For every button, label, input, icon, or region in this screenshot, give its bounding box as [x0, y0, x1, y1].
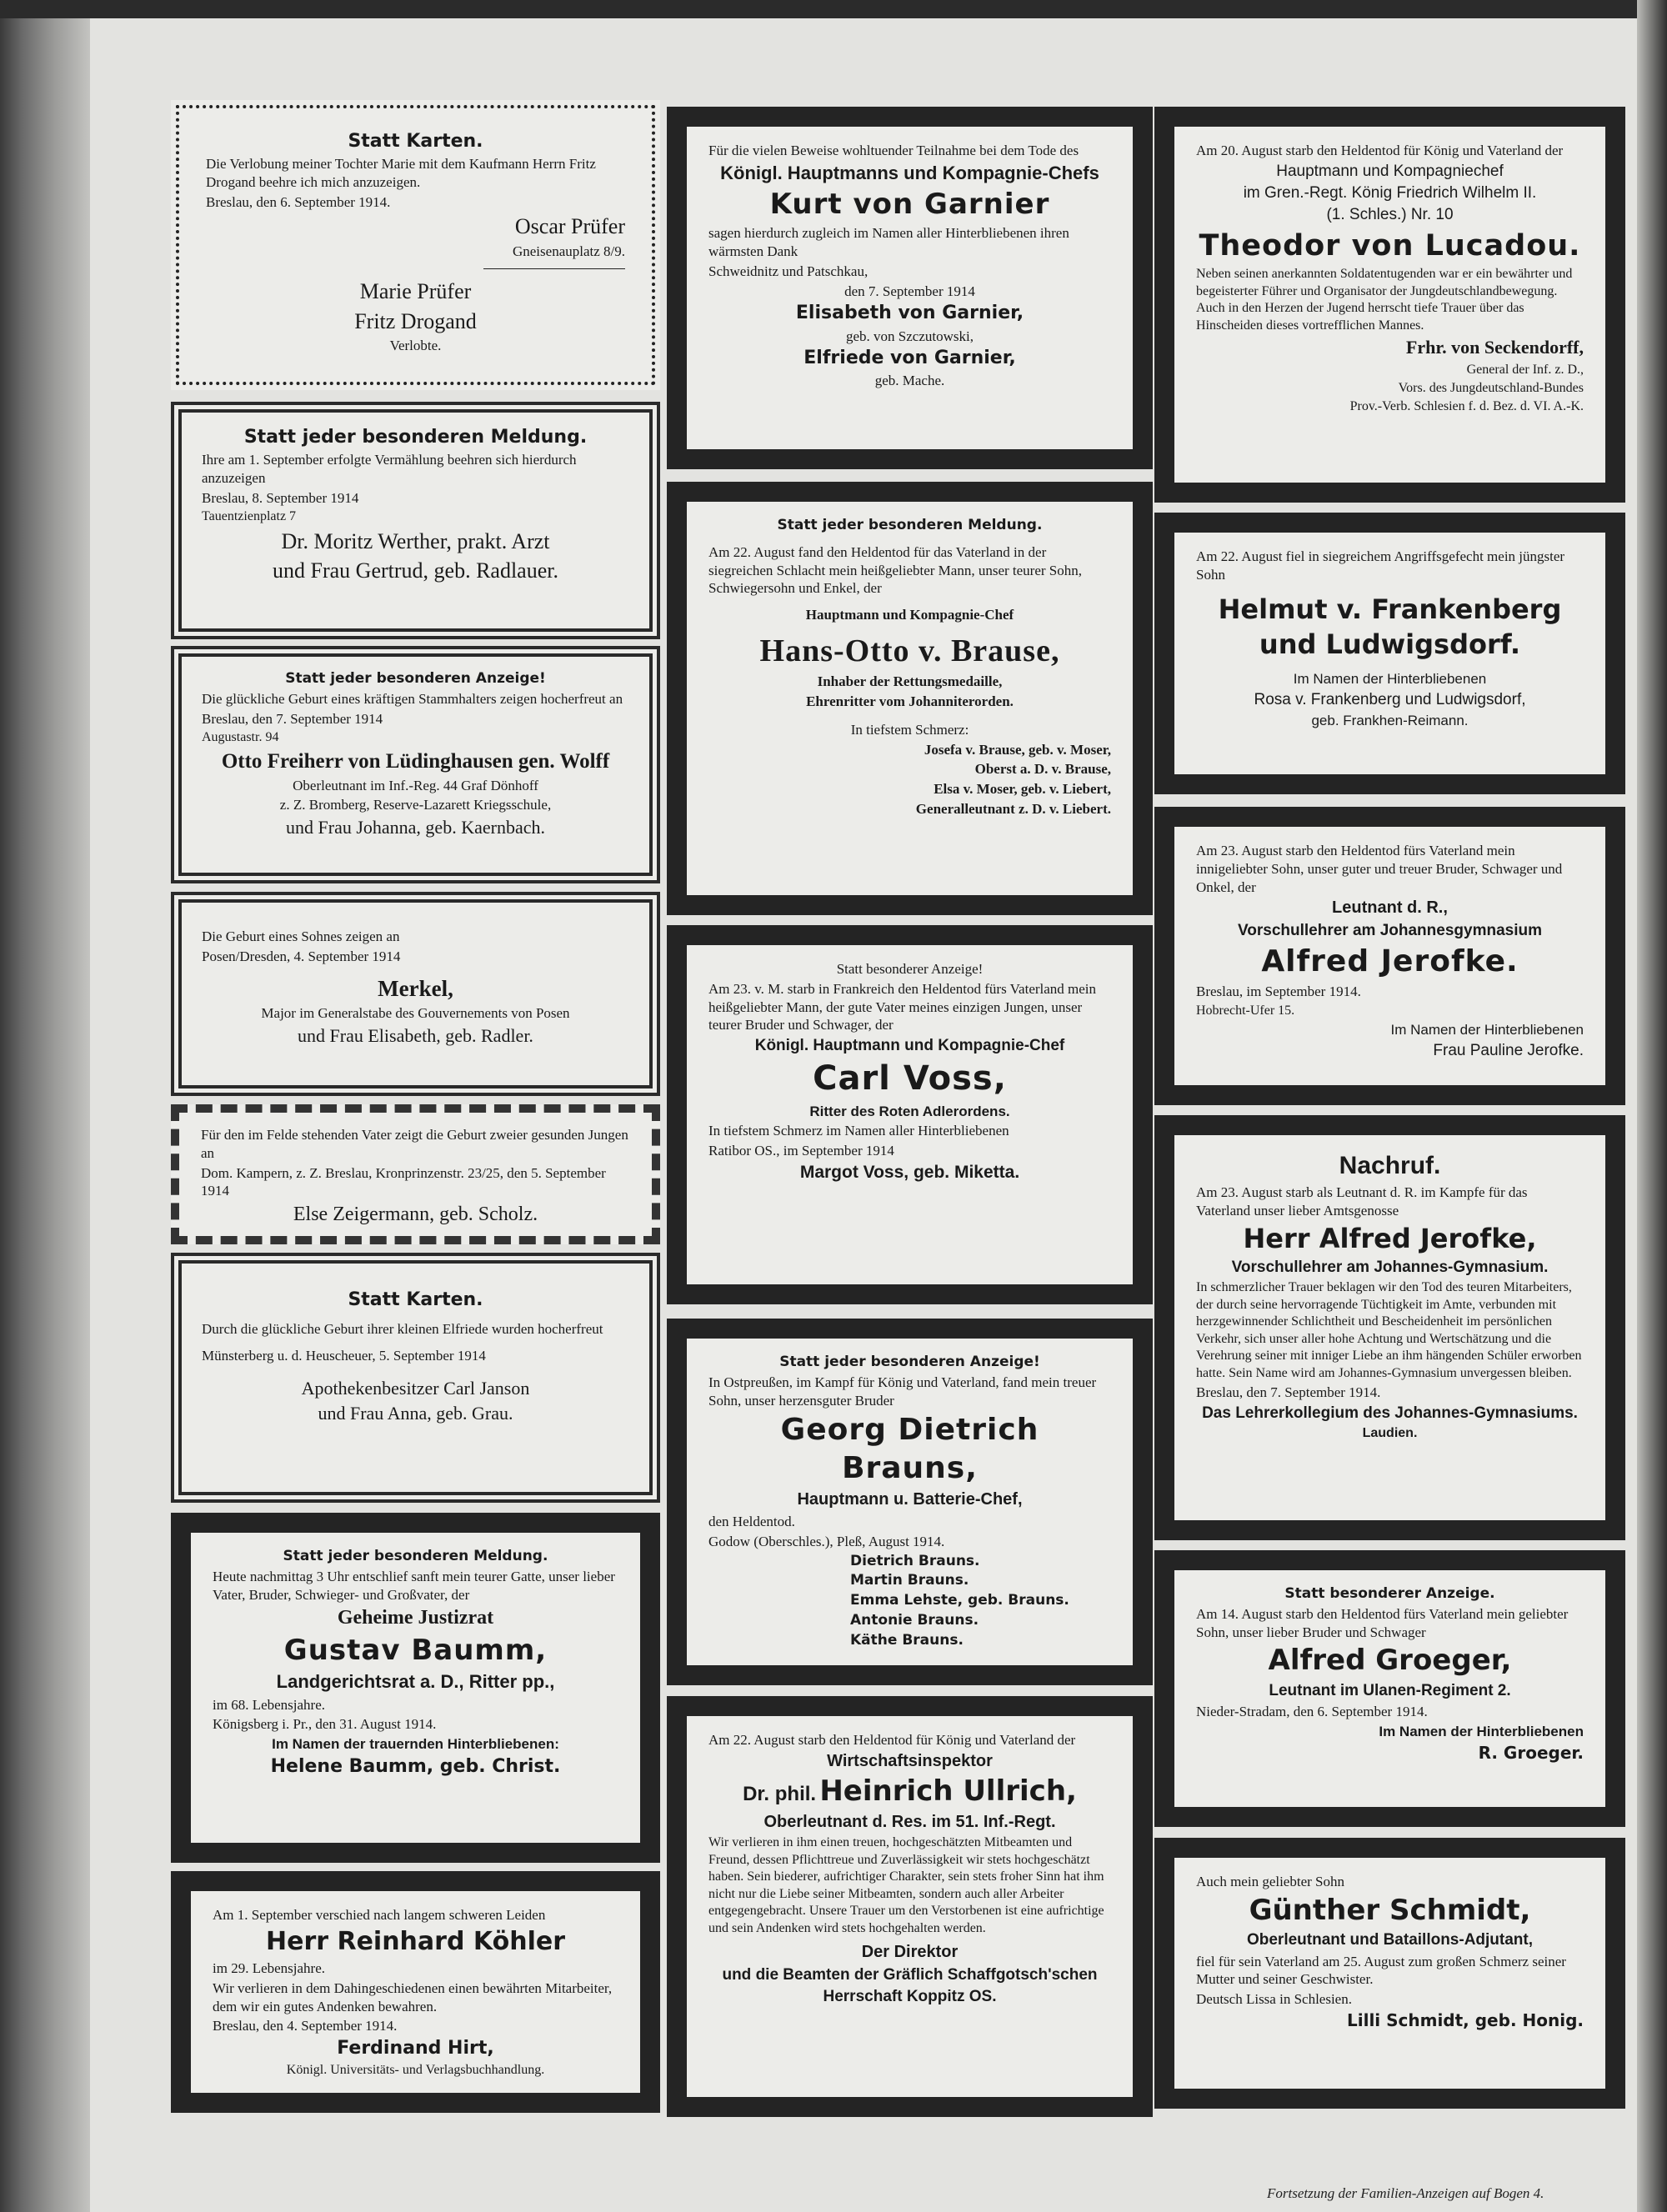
- ad-obituary-schmidt: [1154, 1838, 1625, 2109]
- ad-obituary-baumm: [171, 1513, 660, 1863]
- ad-signer: Antonie Brauns.: [850, 1611, 979, 1629]
- ad-name: Fritz Drogand: [354, 308, 477, 333]
- ad-regiment: (1. Schles.) Nr. 10: [1326, 206, 1454, 224]
- ad-obituary-brause: [667, 482, 1153, 915]
- ad-obituary-lucadou: [1154, 107, 1625, 503]
- ad-obituary-brauns: [667, 1319, 1153, 1685]
- ad-head: Statt jeder besonderen Anzeige!: [779, 1354, 1040, 1370]
- ad-text: Am 14. August starb den Heldentod fürs Vaterland mein geliebter Sohn, unser lieber Bruder und Schwager: [1196, 1605, 1569, 1640]
- ad-address: Gneisenauplatz 8/9.: [512, 243, 625, 259]
- ad-name: Alfred Groeger,: [1268, 1644, 1512, 1678]
- book-binding: [0, 0, 90, 2212]
- ad-head: Statt jeder besonderen Meldung.: [777, 517, 1043, 533]
- ad-obituary-groeger: [1154, 1550, 1625, 1827]
- ad-wedding-werther: [171, 402, 660, 639]
- ad-birth-merkel: [171, 892, 660, 1096]
- ad-title: Vorschullehrer am Johannesgymnasium: [1238, 921, 1542, 939]
- ad-org: Vors. des Jungdeutschland-Bundes: [1398, 380, 1584, 395]
- ad-text: Ihre am 1. September erfolgte Vermählung beehren sich hierdurch anzuzeigen: [202, 452, 577, 486]
- top-edge: [0, 0, 1667, 18]
- ad-text: Für die vielen Beweise wohltuender Teilnahme bei dem Tode des: [708, 143, 1079, 158]
- ad-rank: Oberleutnant und Bataillons-Adjutant,: [1246, 1931, 1534, 1949]
- ad-birth-zeigermann: [171, 1104, 660, 1244]
- ad-head: Statt Karten.: [348, 1289, 483, 1310]
- ad-name: Georg Dietrich Brauns,: [780, 1413, 1039, 1486]
- ad-signer: Herrschaft Koppitz OS.: [823, 1988, 997, 2006]
- ad-signer: Käthe Brauns.: [850, 1631, 964, 1649]
- ad-signer: Frhr. von Seckendorff,: [1405, 337, 1584, 358]
- ad-org: Prov.-Verb. Schlesien f. d. Bez. d. VI. A.-K.: [1349, 399, 1584, 414]
- ad-text: Durch die glückliche Geburt ihrer kleinen Elfriede wurden hocherfreut: [202, 1321, 603, 1338]
- ad-title: Geheime Justizrat: [337, 1607, 494, 1629]
- ad-text: den Heldentod.: [708, 1514, 795, 1529]
- right-edge: [1637, 0, 1667, 2212]
- ad-rank: Hauptmann u. Batterie-Chef,: [797, 1490, 1023, 1509]
- ad-address: Tauentzienplatz 7: [202, 509, 297, 524]
- ad-title: Vorschullehrer am Johannes-Gymnasium.: [1231, 1258, 1549, 1276]
- ad-text: Auch mein geliebter Sohn: [1196, 1874, 1344, 1889]
- ad-text: Heute nachmittag 3 Uhr entschlief sanft mein teurer Gatte, unser lieber Vater, Bruder, Schwieger- und Großvater, der: [213, 1568, 615, 1603]
- ad-wife: und Frau Johanna, geb. Kaernbach.: [286, 817, 545, 838]
- ad-name: Theodor von Lucadou.: [1199, 228, 1581, 263]
- ad-signer: Laudien.: [1362, 1426, 1418, 1441]
- ad-title: Königl. Hauptmann und Kompagnie-Chef: [754, 1037, 1065, 1054]
- ad-signer: Elfriede von Garnier,: [803, 348, 1016, 369]
- ad-signer: Frau Pauline Jerofke.: [1433, 1042, 1584, 1060]
- ad-rank: Oberleutnant im Inf.-Reg. 44 Graf Dönhoff: [293, 777, 538, 793]
- ad-signer: Martin Brauns.: [850, 1572, 969, 1589]
- ad-name: Alfred Jerofke.: [1261, 944, 1519, 979]
- ad-obituary-koehler: [171, 1871, 660, 2113]
- ad-obituary-frankenberg: [1154, 513, 1625, 794]
- ad-title: Königl. Hauptmanns und Kompagnie-Chefs: [720, 162, 1099, 183]
- ad-signer: Dietrich Brauns.: [850, 1552, 980, 1569]
- ad-place-date: Breslau, 8. September 1914: [202, 489, 359, 506]
- ad-text: sagen hierdurch zugleich im Namen aller Hinterbliebenen ihren wärmsten Dank: [708, 225, 1069, 260]
- ad-text: Am 1. September verschied nach langem schweren Leiden: [213, 1907, 546, 1923]
- ad-mourners: Im Namen der trauernden Hinterbliebenen:: [272, 1736, 559, 1753]
- ad-name: Carl Voss,: [813, 1059, 1007, 1098]
- ad-place-date: Königsberg i. Pr., den 31. August 1914.: [213, 1716, 437, 1733]
- ad-place-date: Godow (Oberschles.), Pleß, August 1914.: [708, 1533, 945, 1549]
- ad-birth-luedinghausen: [171, 646, 660, 883]
- ad-name: Herr Alfred Jerofke,: [1243, 1222, 1537, 1254]
- ad-place-date: Breslau, den 7. September 1914: [202, 710, 383, 727]
- ad-text: fiel für sein Vaterland am 25. August zum großen Schmerz seiner Mutter und seiner Geschwister.: [1196, 1953, 1566, 1988]
- ad-text: Am 23. August starb den Heldentod fürs Vaterland mein innigeliebter Sohn, unser guter und treuer Bruder, Schwager und Onkel, der: [1196, 843, 1563, 895]
- ad-age: im 68. Lebensjahre.: [213, 1696, 326, 1713]
- ad-place-date: Ratibor OS., im September 1914: [708, 1143, 894, 1159]
- ad-head: Statt besonderer Anzeige.: [1284, 1585, 1495, 1602]
- continuation-note: Fortsetzung der Familien-Anzeigen auf Bogen 4.: [1267, 2185, 1544, 2201]
- ad-status: Verlobte.: [389, 337, 442, 353]
- ad-signer: geb. Mache.: [874, 373, 945, 389]
- ad-obituary-ullrich: [667, 1696, 1153, 2117]
- ad-text: Die Geburt eines Sohnes zeigen an: [202, 928, 400, 944]
- ad-head: Nachruf.: [1339, 1152, 1441, 1179]
- ad-date: den 7. September 1914: [844, 283, 975, 299]
- ad-signer: geb. von Szczutowski,: [846, 328, 974, 344]
- ad-text: Am 22. August fiel in siegreichem Angriffsgefecht mein jüngster Sohn: [1196, 548, 1565, 583]
- divider: [483, 268, 625, 269]
- ad-age: im 29. Lebensjahre.: [213, 1960, 326, 1977]
- ad-head: Statt jeder besonderen Meldung.: [283, 1548, 548, 1564]
- ad-place: Schweidnitz und Patschkau,: [708, 263, 869, 279]
- ad-honor: Ehrenritter vom Johanniterorden.: [806, 693, 1014, 710]
- ad-signer: R. Groeger.: [1478, 1742, 1584, 1763]
- ad-rank: General der Inf. z. D.,: [1466, 362, 1584, 377]
- ad-rank: Landgerichtsrat a. D., Ritter pp.,: [276, 1671, 555, 1693]
- ad-text: In Ostpreußen, im Kampf für König und Vaterland, fand mein treuer Sohn, unser herzensguter Bruder: [708, 1374, 1097, 1409]
- ad-signer: Rosa v. Frankenberg und Ludwigsdorf,: [1254, 691, 1526, 709]
- ad-text: Die glückliche Geburt eines kräftigen Stammhalters zeigen hocherfreut an: [202, 690, 623, 707]
- ad-sender: Oscar Prüfer: [514, 214, 625, 239]
- ad-place: Deutsch Lissa in Schlesien.: [1196, 1991, 1352, 2008]
- ad-grief: In tiefstem Schmerz:: [850, 721, 969, 738]
- ad-name: Hans-Otto v. Brause,: [759, 633, 1060, 668]
- ad-place-date: Breslau, den 7. September 1914.: [1196, 1384, 1381, 1400]
- ad-text: Am 23. August starb als Leutnant d. R. im Kampfe für das Vaterland unser lieber Amtsgenosse: [1196, 1184, 1528, 1219]
- ad-signer: Der Direktor: [861, 1943, 959, 1962]
- ad-text: Im Namen der Hinterbliebenen: [1379, 1723, 1584, 1739]
- ad-title: Hauptmann und Kompagniechef: [1276, 162, 1504, 180]
- ad-name: Herr Reinhard Köhler: [265, 1926, 565, 1956]
- ad-engagement-pruefer: [171, 100, 660, 390]
- ad-signer: Lilli Schmidt, geb. Honig.: [1346, 2009, 1584, 2030]
- ad-signer: Josefa v. Brause, geb. v. Moser,: [924, 741, 1111, 758]
- ad-location: z. Z. Bromberg, Reserve-Lazarett Kriegsschule,: [279, 797, 552, 813]
- ad-place-date: Breslau, im September 1914.: [1196, 983, 1361, 1000]
- ad-name: Apothekenbesitzer Carl Janson: [301, 1377, 530, 1399]
- ad-honor: Ritter des Roten Adlerordens.: [809, 1103, 1010, 1119]
- ad-text: Im Namen der Hinterbliebenen: [1293, 671, 1487, 688]
- ad-name: Günther Schmidt,: [1249, 1893, 1531, 1927]
- ad-head: Statt Karten.: [348, 131, 483, 152]
- ad-signer: Das Lehrerkollegium des Johannes-Gymnasiums.: [1202, 1404, 1578, 1422]
- ad-signer: Helene Baumm, geb. Christ.: [270, 1755, 561, 1777]
- ad-text: Im Namen der Hinterbliebenen: [1390, 1022, 1584, 1038]
- ad-signer: Elisabeth von Garnier,: [795, 303, 1024, 324]
- ad-title: Hauptmann und Kompagnie-Chef: [805, 607, 1014, 623]
- ad-text: Am 23. v. M. starb in Frankreich den Heldentod fürs Vaterland mein heißgeliebter Mann, der gute Vater meines einzigen Jungen, unser teurer Bruder und Schwager, der: [708, 980, 1097, 1033]
- ad-head: Statt jeder besonderen Meldung.: [243, 427, 588, 448]
- ad-name: Marie Prüfer: [359, 279, 472, 304]
- ad-rank: Oberleutnant d. Res. im 51. Inf.-Regt.: [763, 1812, 1056, 1831]
- ad-place-date: Breslau, den 6. September 1914.: [206, 193, 391, 210]
- ad-birth-janson: [171, 1253, 660, 1503]
- ad-firm: Königl. Universitäts- und Verlagsbuchhandlung.: [286, 2063, 545, 2078]
- ad-place-date: Münsterberg u. d. Heuscheuer, 5. September 1914: [202, 1347, 486, 1364]
- ad-name: Else Zeigermann, geb. Scholz.: [293, 1204, 538, 1225]
- ad-nachruf-jerofke: [1154, 1115, 1625, 1540]
- ad-head: Statt besonderer Anzeige!: [836, 961, 984, 977]
- ad-place-date: Breslau, den 4. September 1914.: [213, 2018, 398, 2034]
- ad-thanks-garnier: [667, 107, 1153, 469]
- ad-wife: und Frau Elisabeth, geb. Radler.: [298, 1024, 533, 1046]
- ad-name-prefix: Dr. phil.: [743, 1783, 817, 1806]
- ad-name: Gustav Baumm,: [283, 1633, 548, 1667]
- ad-signer: Margot Voss, geb. Miketta.: [799, 1162, 1020, 1182]
- ad-honor: Inhaber der Rettungsmedaille,: [817, 673, 1003, 690]
- ad-name: Heinrich Ullrich,: [819, 1774, 1077, 1809]
- ad-rank: Leutnant im Ulanen-Regiment 2.: [1269, 1681, 1511, 1699]
- ad-name: Dr. Moritz Werther, prakt. Arzt: [281, 528, 550, 553]
- ad-rank: Leutnant d. R.,: [1332, 898, 1448, 918]
- ad-name: Kurt von Garnier: [769, 187, 1050, 221]
- ad-text: Wir verlieren in ihm einen treuen, hochgeschätzten Mitbeamten und Freund, dessen Pflichttreue und Zuverlässigkeit wir stets hochgeschätzt haben. Sein biederer, aufrichtiger Charakter, sein stets froher Sinn hat ihm nicht nur die Liebe seiner Mitbeamten, sondern auch aller Arbeiter entgegengebracht. Unsere Trauer um den Verstorbenen ist eine aufrichtige und sein Andenken wird stets hochgehalten werden.: [708, 1835, 1104, 1935]
- ad-text: In tiefstem Schmerz im Namen aller Hinterbliebenen: [708, 1123, 1009, 1139]
- ad-address: Hobrecht-Ufer 15.: [1196, 1003, 1295, 1018]
- ad-name: Otto Freiherr von Lüdinghausen gen. Wolff: [221, 749, 610, 773]
- ad-text: Die Verlobung meiner Tochter Marie mit dem Kaufmann Herrn Fritz Drogand beehre ich mich anzuzeigen.: [206, 156, 596, 190]
- ad-signer: Ferdinand Hirt,: [337, 2038, 494, 2059]
- ad-name: und Frau Anna, geb. Grau.: [318, 1402, 513, 1424]
- ad-name: Merkel,: [378, 975, 453, 1001]
- ad-rank: Major im Generalstabe des Gouvernements von Posen: [261, 1005, 570, 1022]
- ad-text: Neben seinen anerkannten Soldatentugenden war er ein bewährter und begeisterter Führer und Organisator der Jungdeutschlandbewegung. Auch in den Herzen der Jugend herrscht tiefe Trauer über das Hinscheiden dieses vortrefflichen Mannes.: [1196, 267, 1573, 333]
- ad-name: Helmut v. Frankenberg: [1218, 593, 1562, 625]
- ad-regiment: im Gren.-Regt. König Friedrich Wilhelm II.: [1243, 184, 1537, 203]
- ad-head: Statt jeder besonderen Anzeige!: [285, 670, 546, 687]
- ad-signer: und die Beamten der Gräflich Schaffgotsch'schen: [722, 1965, 1098, 1984]
- ad-text: Am 22. August starb den Heldentod für König und Vaterland der: [708, 1732, 1076, 1748]
- ad-place-date: Nieder-Stradam, den 6. September 1914.: [1196, 1704, 1428, 1720]
- ad-signer: Generalleutnant z. D. v. Liebert.: [915, 800, 1111, 817]
- ad-signer: Oberst a. D. v. Brause,: [974, 761, 1111, 778]
- ad-signer: Emma Lehste, geb. Brauns.: [850, 1592, 1069, 1609]
- ad-text: Für den im Felde stehenden Vater zeigt die Geburt zweier gesunden Jungen an: [201, 1127, 628, 1161]
- ad-place-date: Posen/Dresden, 4. September 1914: [202, 948, 401, 964]
- ad-signer: Elsa v. Moser, geb. v. Liebert,: [934, 781, 1111, 798]
- ad-text: Wir verlieren in dem Dahingeschiedenen einen bewährten Mitarbeiter, dem wir ein gutes Andenken bewahren.: [213, 1979, 613, 2014]
- ad-title: Wirtschaftsinspektor: [827, 1751, 993, 1770]
- ad-text: Am 20. August starb den Heldentod für König und Vaterland der: [1196, 143, 1564, 158]
- ad-address: Dom. Kampern, z. Z. Breslau, Kronprinzenstr. 23/25, den 5. September 1914: [201, 1164, 606, 1199]
- ad-text: Am 22. August fand den Heldentod für das Vaterland in der siegreichen Schlacht mein heißgeliebter Mann, unser teurer Sohn, Schwiegersohn und Enkel, der: [708, 543, 1082, 597]
- ad-obituary-jerofke-family: [1154, 807, 1625, 1105]
- ad-text: In schmerzlicher Trauer beklagen wir den Tod des teuren Mitarbeiters, der durch seine hervorragende Tüchtigkeit im Amte, verbunden mit herzgewinnender Schlichtheit und Bescheidenheit im persönlichen Verkehr, sich unser aller hohe Achtung und Wertschätzung und die Verehrung seiner mit inniger Liebe an ihm hängenden Schüler erworben hatte. Sein Name wird am Johannes-Gymnasium unvergessen bleiben.: [1196, 1280, 1582, 1380]
- ad-signer: geb. Frankhen-Reimann.: [1311, 713, 1469, 729]
- ad-obituary-voss: [667, 925, 1153, 1304]
- ad-address: Augustastr. 94: [202, 730, 279, 745]
- ad-name: und Frau Gertrud, geb. Radlauer.: [273, 558, 558, 583]
- ad-name: und Ludwigsdorf.: [1259, 628, 1521, 661]
